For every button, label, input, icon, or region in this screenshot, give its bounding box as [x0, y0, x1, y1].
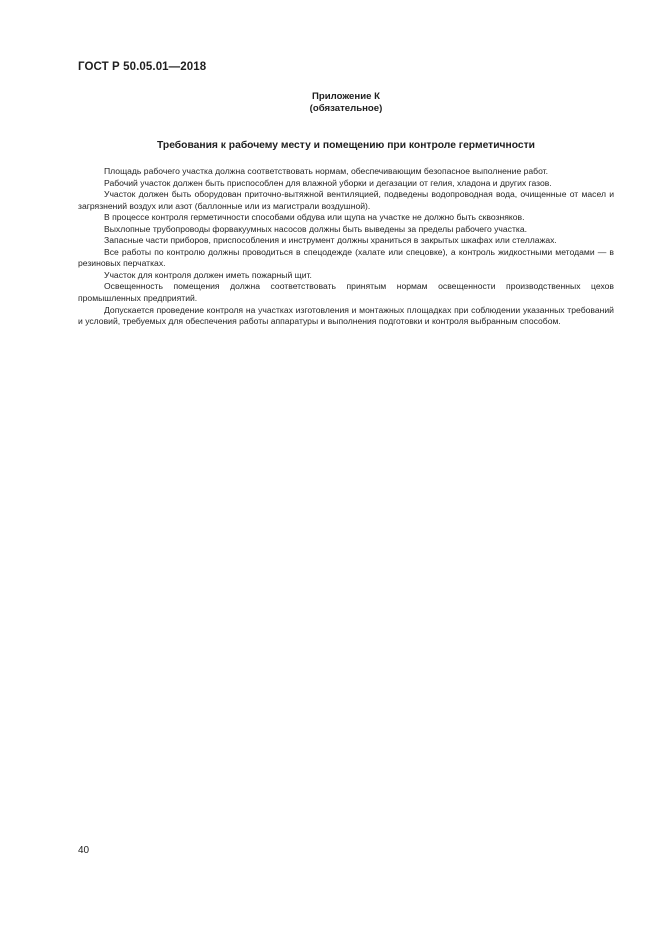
paragraph: Участок для контроля должен иметь пожарный щит. [104, 269, 312, 280]
paragraph: Освещенность помещения должна соответствовать принятым нормам освещенности производственных цехов промышленных предприятий. [78, 281, 614, 304]
page-number: 40 [78, 845, 90, 856]
document-code: ГОСТ Р 50.05.01—2018 [78, 61, 207, 73]
paragraph: Площадь рабочего участка должна соответствовать нормам, обеспечивающим безопасное выполнение работ. [104, 166, 549, 176]
annex-heading [0, 91, 661, 115]
paragraph: Все работы по контролю должны проводиться в спецодежде (халате или спецовке), а контроль жидкостными методами — в резиновых перчатках. [78, 246, 614, 269]
annex-status: (обязательное) [309, 103, 383, 114]
section-title: Требования к рабочему месту и помещению при контроле герметичности [157, 140, 535, 151]
paragraph: Рабочий участок должен быть приспособлен для влажной уборки и дегазации от гелия, хладона и других газов. [104, 177, 552, 188]
paragraph: Выхлопные трубопроводы форвакуумных насосов должны быть выведены за пределы рабочего участка. [104, 223, 528, 234]
paragraph: В процессе контроля герметичности способами обдува или щупа на участке не должно быть сквозняков. [104, 212, 525, 223]
paragraph: Участок должен быть оборудован приточно-вытяжной вентиляцией, подведены водопроводная вода, очищенные от масел и загрязнений воздух или азот (баллонные или из магистрали воздушной). [78, 189, 614, 211]
annex-title: Приложение К [312, 91, 380, 102]
paragraph: Запасные части приборов, приспособления и инструмент должны храниться в закрытых шкафах или стеллажах. [104, 235, 557, 246]
body-text [78, 166, 614, 328]
paragraph: Допускается проведение контроля на участках изготовления и монтажных площадках при соблюдении указанных требований и условий, требуемых для обеспечения работы аппаратуры и выполнения подготовки и контроля выбранным способом. [78, 304, 614, 327]
